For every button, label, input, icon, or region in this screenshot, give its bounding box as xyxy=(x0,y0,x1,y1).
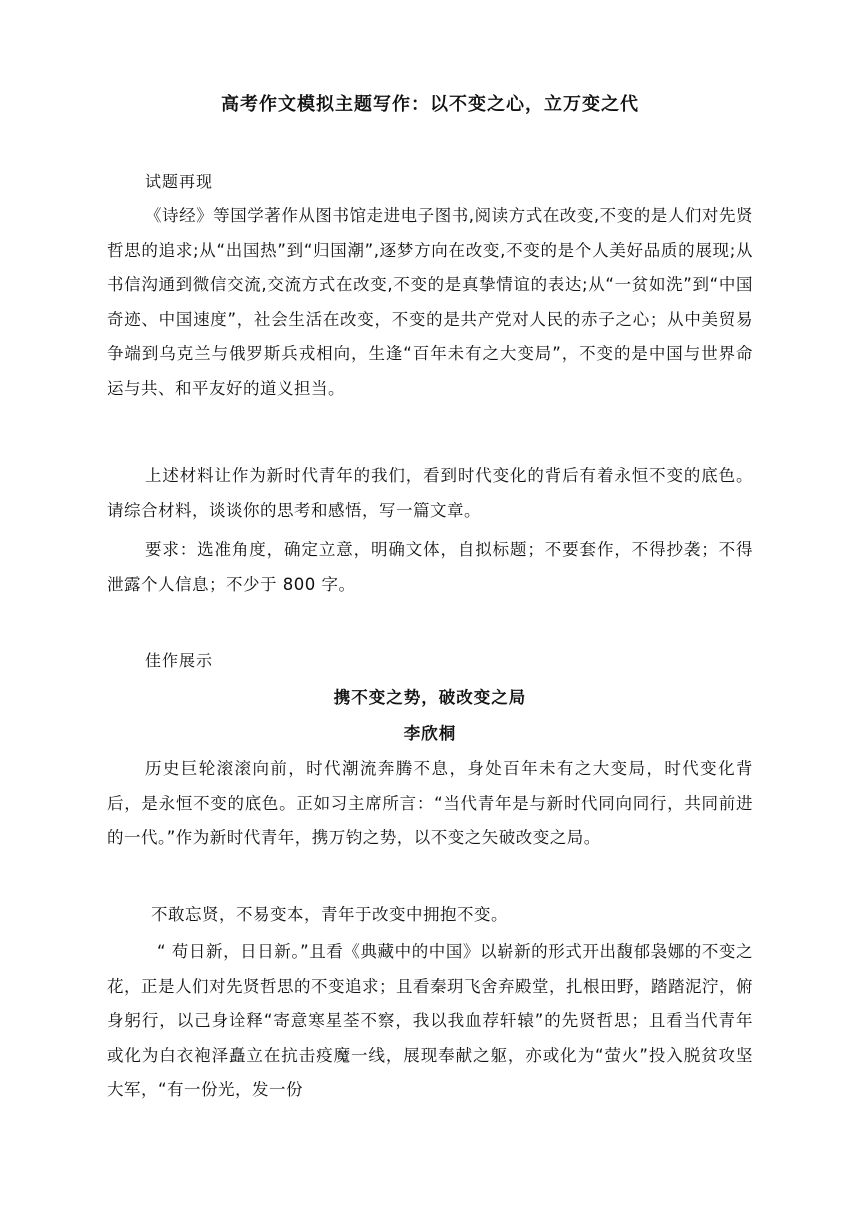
prompt-paragraph-1: 《诗经》等国学著作从图书馆走进电子图书,阅读方式在改变,不变的是人们对先贤哲思的追求;从“出国热”到“归国潮”,逐梦方向在改变,不变的是个人美好品质的展现;从书信沟通到微信交流,交流方式在改变,不变的是真挚情谊的表达;从“一贫如洗”到“中国奇迹、中国速度”，社会生活在改变，不变的是共产党对人民的赤子之心；从中美贸易争端到乌克兰与俄罗斯兵戎相向，生逢“百年未有之大变局”，不变的是中国与世界命运与共、和平友好的道义担当。 xyxy=(107,206,753,398)
section-heading-sample: 佳作展示 xyxy=(145,651,214,670)
prompt-paragraph-2: 上述材料让作为新时代青年的我们，看到时代变化的背后有着永恒不变的底色。请综合材料，谈谈你的思考和感悟，写一篇文章。 xyxy=(107,466,753,520)
essay-paragraph-2: 不敢忘贤，不易变本，青年于改变中拥抱不变。 xyxy=(151,905,508,924)
section-heading-prompt: 试题再现 xyxy=(145,172,214,191)
essay-paragraph-1: 历史巨轮滚滚向前，时代潮流奔腾不息，身处百年未有之大变局，时代变化背后，是永恒不变的底色。正如习主席所言：“当代青年是与新时代同向同行，共同前进的一代。”作为新时代青年，携万钧之势，以不变之矢破改变之局。 xyxy=(107,759,753,847)
page-title: 高考作文模拟主题写作：以不变之心，立万变之代 xyxy=(221,94,639,115)
essay-title: 携不变之势，破改变之局 xyxy=(333,688,527,707)
essay-paragraph-3: “ 苟日新，日日新。”且看《典藏中的中国》以崭新的形式开出馥郁袅娜的不变之花，正是人们对先贤哲思的不变追求；且看秦玥飞舍弃殿堂，扎根田野，踏踏泥泞，俯身躬行，以己身诠释“寄意寒星荃不察，我以我血荐轩辕”的先贤哲思；且看当代青年或化为白衣袍泽矗立在抗击疫魔一线，展现奉献之躯，亦或化为“萤火”投入脱贫攻坚大军，“有一份光，发一份 xyxy=(107,942,753,1099)
prompt-paragraph-3: 要求：选准角度，确定立意，明确文体，自拟标题；不要套作，不得抄袭；不得泄露个人信息；不少于 800 字。 xyxy=(107,540,753,594)
essay-author: 李欣桐 xyxy=(403,724,457,743)
